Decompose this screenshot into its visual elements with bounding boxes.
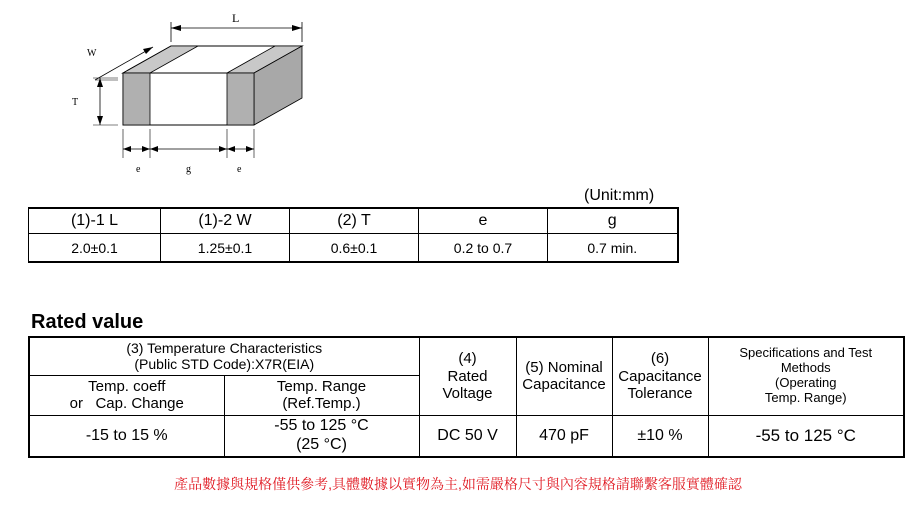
header-L: (1)-1 L (29, 208, 161, 234)
label-g: g (186, 164, 191, 175)
terminal-left-front (123, 73, 150, 125)
label-e-left: e (136, 164, 141, 175)
terminal-right-front (227, 73, 254, 125)
nominal-capacitance-header: (5) Nominal Capacitance (516, 337, 612, 415)
value-W: 1.25±0.1 (161, 234, 290, 263)
header-T: (2) T (290, 208, 419, 234)
unit-label: (Unit:mm) (584, 187, 655, 204)
rated-voltage-header: (4) Rated Voltage (419, 337, 516, 415)
dimension-header-row (29, 208, 678, 234)
dimension-table (28, 207, 679, 263)
label-e-right: e (237, 164, 242, 175)
header-W: (1)-2 W (161, 208, 290, 234)
value-L: 2.0±0.1 (29, 234, 161, 263)
rated-value-title: Rated value (31, 311, 144, 333)
voltage-value: DC 50 V (419, 415, 516, 457)
capacitance-value: 470 pF (516, 415, 612, 457)
value-g: 0.7 min. (548, 234, 678, 263)
spec-methods-header: Specifications and Test Methods (Operating Temp. Range) (708, 337, 904, 415)
label-T: T (72, 97, 79, 108)
dimension-value-row (29, 234, 678, 263)
label-L: L (232, 11, 240, 25)
header-g: g (548, 208, 678, 234)
chip-dimension-drawing (60, 8, 320, 178)
rated-header-row-1 (29, 337, 904, 375)
rated-value-table (28, 336, 905, 458)
footer-disclaimer: 產品數據與規格僅供參考,具體數據以實物為主,如需嚴格尺寸與內容規格請聯繫客服實體確認 (174, 476, 742, 492)
label-W: W (87, 48, 97, 59)
temp-range-value: -55 to 125 °C (25 °C) (224, 415, 419, 457)
rated-value-row (29, 415, 904, 457)
capacitance-tolerance-header: (6) Capacitance Tolerance (612, 337, 708, 415)
temp-range-header: Temp. Range (Ref.Temp.) (224, 375, 419, 415)
temp-char-header: (3) Temperature Characteristics (Public STD Code):X7R(EIA) (29, 337, 419, 375)
temp-coeff-header: Temp. coeff or Cap. Change (29, 375, 224, 415)
value-e: 0.2 to 0.7 (419, 234, 548, 263)
operating-range-value: -55 to 125 °C (708, 415, 904, 457)
header-e: e (419, 208, 548, 234)
tolerance-value: ±10 % (612, 415, 708, 457)
temp-coeff-value: -15 to 15 % (29, 415, 224, 457)
value-T: 0.6±0.1 (290, 234, 419, 263)
